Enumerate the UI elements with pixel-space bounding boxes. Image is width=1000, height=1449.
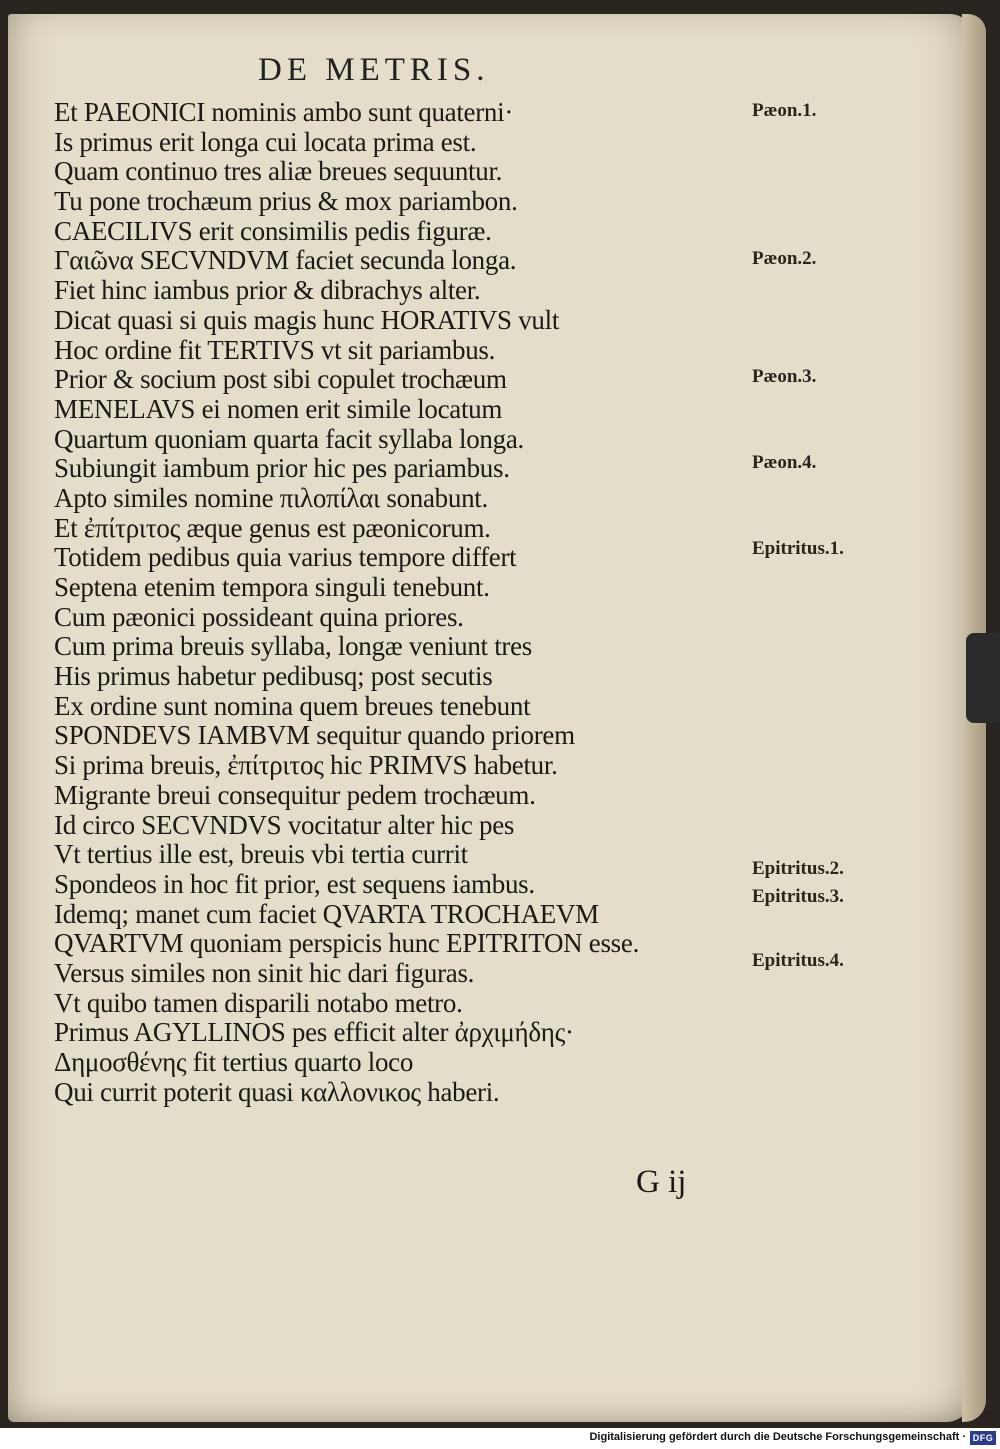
verse-line: His primus habetur pedibusq; post secutis (54, 661, 493, 692)
verse-text (54, 98, 714, 1170)
verse-line: Versus similes non sinit hic dari figuras. (54, 957, 475, 988)
verse-line: Γαιῶνα SECVNDVM faciet secunda longa. (54, 245, 517, 276)
verse-line: Subiungit iambum prior hic pes pariambus. (54, 453, 510, 484)
verse-line: Spondeos in hoc fit prior, est sequens iambus. (54, 868, 535, 899)
verse-line: Et ἐπίτριτος æque genus est pæonicorum. (54, 512, 491, 543)
margin-note: Pæon.3. (752, 366, 817, 387)
margin-note: Pæon.4. (752, 452, 817, 473)
verse-line: Vt tertius ille est, breuis vbi tertia currit (54, 839, 468, 870)
verse-line: Apto similes nomine πιλοπίλαι sonabunt. (54, 482, 488, 513)
margin-note: Epitritus.1. (752, 538, 844, 559)
dfg-logo: DFG (970, 1431, 996, 1445)
running-head: DE METRIS. (258, 52, 490, 88)
margin-note: Pæon.2. (752, 248, 817, 269)
verse-line: Quam continuo tres aliæ breues sequuntur. (54, 156, 503, 187)
verse-line: Cum prima breuis syllaba, longæ veniunt tres (54, 631, 532, 662)
verse-line: Cum pæonici possideant quina priores. (54, 601, 464, 632)
verse-line: Vt quibo tamen disparili notabo metro. (54, 987, 463, 1018)
verse-line: Primus AGYLLINOS pes efficit alter ἀρχιμήδης· (54, 1017, 574, 1048)
verse-line: SPONDEVS IAMBVM sequitur quando priorem (54, 720, 575, 751)
verse-line: QVARTVM quoniam perspicis hunc EPITRITON esse. (54, 928, 640, 959)
verse-line: Is primus erit longa cui locata prima est. (54, 126, 477, 157)
margin-note: Epitritus.4. (752, 950, 844, 971)
verse-line: Qui currit poterit quasi καλλονικος haberi. (54, 1076, 500, 1107)
verse-line: Tu pone trochæum prius & mox pariambon. (54, 186, 518, 217)
verse-line: Quartum quoniam quarta facit syllaba longa. (54, 423, 524, 454)
verse-line: Dicat quasi si quis magis hunc HORATIVS vult (54, 304, 560, 335)
verse-line: Idemq; manet cum faciet QVARTA TROCHAEVM (54, 898, 599, 929)
footer-credit: Digitalisierung gefördert durch die Deutsche Forschungsgemeinschaft · (589, 1431, 966, 1443)
verse-line: MENELAVS ei nomen erit simile locatum (54, 393, 503, 424)
verse-line: Migrante breui consequitur pedem trochæum. (54, 779, 536, 810)
verse-line: Septena etenim tempora singuli tenebunt. (54, 572, 490, 602)
digitization-footer (0, 1428, 1000, 1449)
verse-line: Et PAEONICI nominis ambo sunt quaterni· (54, 97, 514, 127)
verse-line: Δημοσθένης fit tertius quarto loco (54, 1047, 414, 1077)
margin-note: Pæon.1. (752, 100, 817, 121)
signature-mark: G ij (636, 1164, 687, 1200)
verse-line: Totidem pedibus quia varius tempore differt (54, 542, 517, 573)
verse-line: Prior & socium post sibi copulet trochæum (54, 364, 507, 395)
verse-line: Hoc ordine fit TERTIVS vt sit pariambus. (54, 334, 496, 365)
verse-line: Id circo SECVNDVS vocitatur alter hic pes (54, 809, 515, 840)
margin-note: Epitritus.3. (752, 886, 844, 907)
verse-line: Si prima breuis, ἐπίτριτος hic PRIMVS habetur. (54, 750, 558, 781)
margin-note: Epitritus.2. (752, 858, 844, 879)
verse-line: Ex ordine sunt nomina quem breues tenebunt (54, 690, 531, 721)
verse-line: Fiet hinc iambus prior & dibrachys alter. (54, 275, 481, 306)
verse-line: CAECILIVS erit consimilis pedis figuræ. (54, 215, 492, 246)
book-clasp (966, 633, 1000, 723)
